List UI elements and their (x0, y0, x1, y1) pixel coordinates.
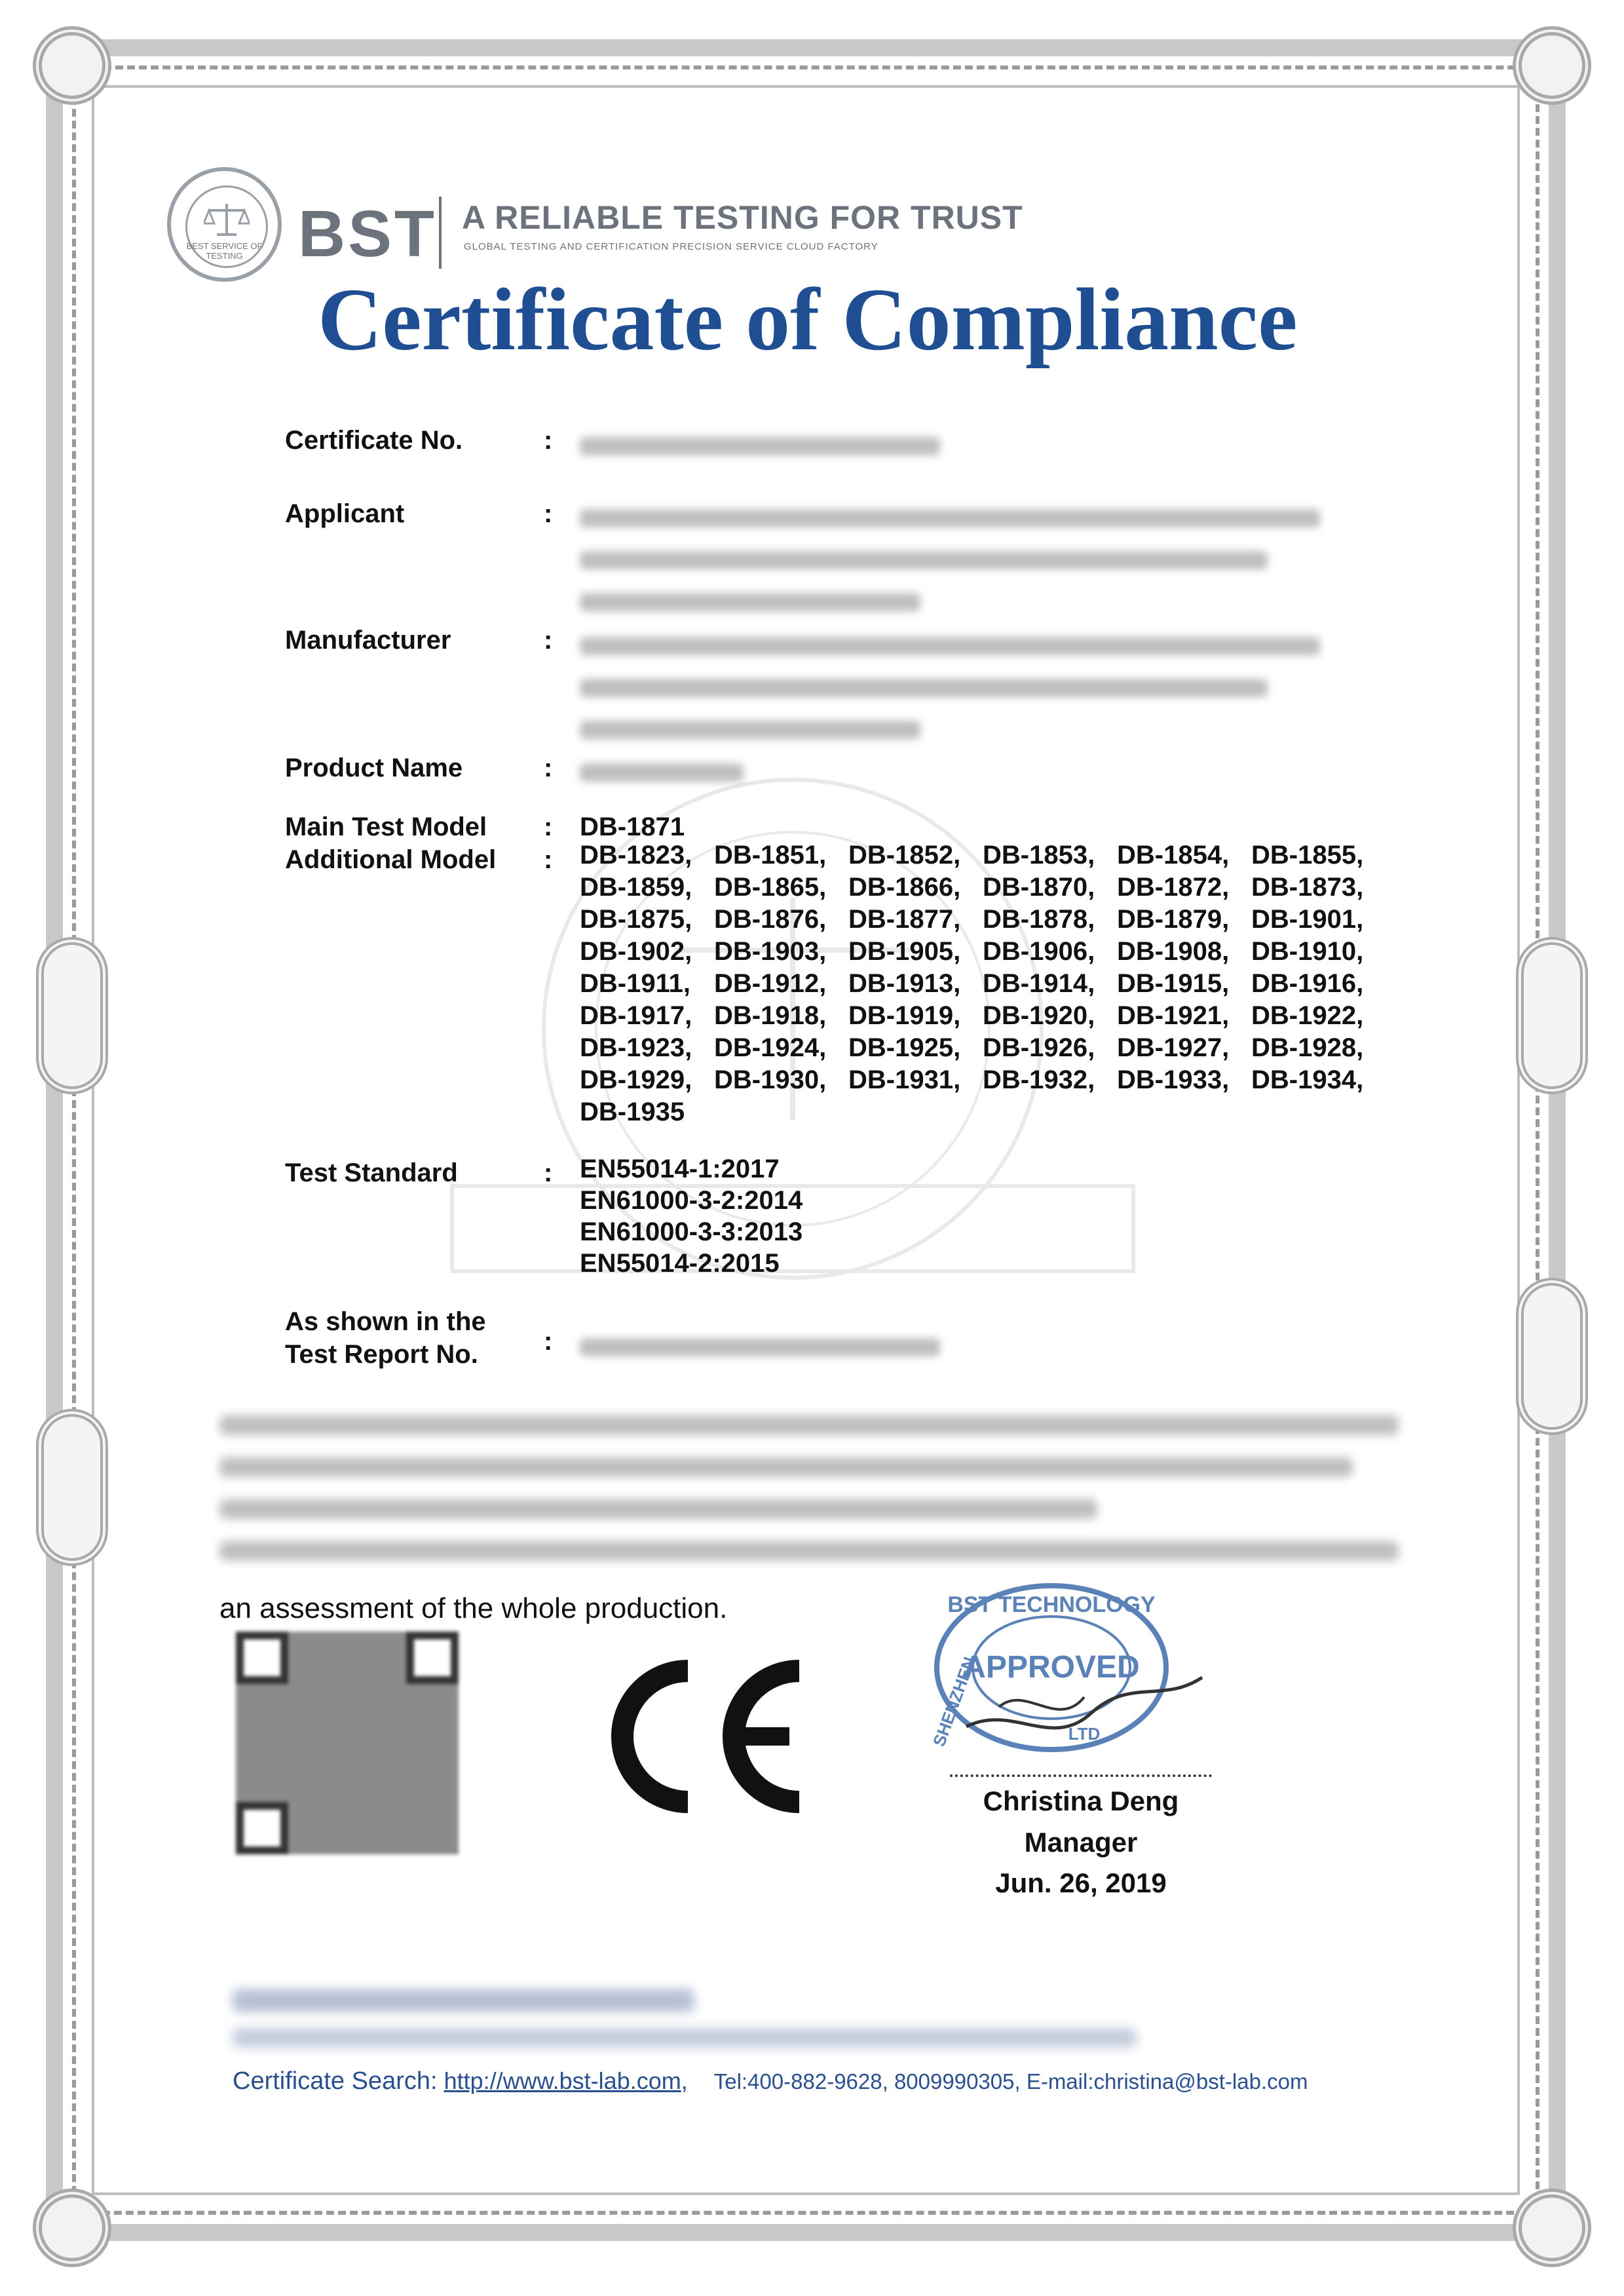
side-ornament-icon (36, 937, 108, 1094)
additional-model-item: DB-1911, (580, 969, 690, 998)
corner-ornament-icon (1513, 2189, 1591, 2267)
additional-model-item: DB-1923, (580, 1033, 692, 1062)
additional-model-item: DB-1903, (714, 937, 827, 966)
additional-model-item: DB-1920, (983, 1001, 1095, 1030)
issuer-address-redacted (233, 2028, 1137, 2048)
test-standard-list (580, 1153, 803, 1279)
colon: : (544, 1327, 553, 1356)
additional-model-item: DB-1859, (580, 873, 692, 902)
test-standard-item: EN55014-2:2015 (580, 1249, 780, 1278)
manufacturer-value-redacted (580, 632, 1320, 746)
corner-ornament-icon (1513, 26, 1591, 105)
stamp-bottom-text: LTD (1068, 1724, 1101, 1744)
manufacturer-label: Manufacturer (285, 626, 451, 655)
additional-model-item: DB-1870, (983, 873, 1095, 902)
additional-model-item: DB-1908, (1117, 937, 1230, 966)
additional-model-item: DB-1901, (1251, 905, 1364, 934)
additional-model-item: DB-1875, (580, 905, 692, 934)
additional-model-item: DB-1853, (983, 841, 1095, 870)
applicant-value-redacted (580, 505, 1320, 618)
additional-model-label: Additional Model (285, 845, 497, 874)
additional-model-item: DB-1865, (714, 873, 827, 902)
additional-model-item: DB-1902, (580, 937, 692, 966)
corner-ornament-icon (33, 26, 111, 105)
additional-model-item: DB-1915, (1117, 969, 1230, 998)
signer-title: Manager (1024, 1827, 1138, 1858)
statement-line-redacted (219, 1415, 1399, 1435)
additional-model-item: DB-1877, (848, 905, 961, 934)
ce-mark-icon (590, 1651, 812, 1822)
bst-seal-logo (167, 167, 282, 282)
seal-text: BEST SERVICE OF TESTING (186, 241, 263, 261)
colon: : (544, 426, 553, 455)
stamp-ring-text: BST TECHNOLOGY (947, 1592, 1156, 1617)
additional-model-item: DB-1905, (848, 937, 961, 966)
additional-model-item: DB-1851, (714, 841, 827, 870)
additional-model-item: DB-1930, (714, 1065, 827, 1094)
statement-line-redacted (219, 1499, 1097, 1519)
colon: : (544, 845, 553, 874)
additional-model-item: DB-1917, (580, 1001, 692, 1030)
stamp-side-text: SHENZHEN (928, 1654, 980, 1750)
colon: : (544, 813, 553, 841)
approved-stamp (920, 1573, 1209, 1763)
additional-model-item: DB-1929, (580, 1065, 692, 1094)
additional-model-item: DB-1912, (714, 969, 827, 998)
issuer-name-redacted (233, 1989, 694, 2012)
additional-model-item: DB-1879, (1117, 905, 1230, 934)
additional-model-list (580, 841, 1386, 1126)
additional-model-item: DB-1852, (848, 841, 961, 870)
scales-icon (204, 201, 250, 240)
additional-model-item: DB-1823, (580, 841, 692, 870)
footer-contact (233, 2067, 1308, 2095)
additional-model-item: DB-1872, (1117, 873, 1230, 902)
website-link[interactable]: http://www.bst-lab.com, (444, 2067, 688, 2094)
additional-model-item: DB-1934, (1251, 1065, 1364, 1094)
test-standard-item: EN61000-3-3:2013 (580, 1217, 803, 1246)
additional-model-item: DB-1910, (1251, 937, 1364, 966)
additional-model-item: DB-1926, (983, 1033, 1095, 1062)
statement-line-redacted (219, 1541, 1399, 1561)
applicant-label: Applicant (285, 499, 405, 528)
additional-model-item: DB-1925, (848, 1033, 961, 1062)
colon: : (544, 754, 553, 782)
product-name-label: Product Name (285, 754, 463, 782)
additional-model-item: DB-1918, (714, 1001, 827, 1030)
signature-line (950, 1774, 1212, 1777)
additional-model-item: DB-1855, (1251, 841, 1364, 870)
colon: : (544, 499, 553, 528)
additional-model-item: DB-1935 (580, 1098, 685, 1126)
additional-model-item: DB-1931, (848, 1065, 961, 1094)
certificate-no-label: Certificate No. (285, 426, 463, 455)
additional-model-item: DB-1928, (1251, 1033, 1364, 1062)
test-standard-item: EN61000-3-2:2014 (580, 1186, 803, 1215)
side-ornament-icon (1516, 1278, 1588, 1435)
qr-code-redacted (236, 1632, 459, 1854)
brand-tagline-sub: GLOBAL TESTING AND CERTIFICATION PRECISION SERVICE CLOUD FACTORY (464, 241, 878, 252)
report-label-line1: As shown in the (285, 1307, 486, 1336)
additional-model-item: DB-1906, (983, 937, 1095, 966)
report-no-value-redacted (580, 1333, 940, 1363)
additional-model-item: DB-1919, (848, 1001, 961, 1030)
additional-model-item: DB-1854, (1117, 841, 1230, 870)
additional-model-item: DB-1933, (1117, 1065, 1230, 1094)
product-name-value-redacted (580, 759, 744, 788)
main-test-model-value: DB-1871 (580, 813, 685, 841)
statement-tail: an assessment of the whole production. (219, 1592, 728, 1624)
test-standard-label: Test Standard (285, 1158, 458, 1187)
report-label-line2: Test Report No. (285, 1340, 478, 1369)
signature-stroke (966, 1677, 1202, 1728)
additional-model-item: DB-1924, (714, 1033, 827, 1062)
additional-model-item: DB-1922, (1251, 1001, 1364, 1030)
signer-name: Christina Deng (983, 1786, 1179, 1816)
statement-line-redacted (219, 1457, 1353, 1477)
brand-tagline: A RELIABLE TESTING FOR TRUST (462, 199, 1023, 236)
contact-info: Tel:400-882-9628, 8009990305, E-mail:christina@bst-lab.com (713, 2069, 1308, 2094)
brand-name: BST (298, 197, 437, 271)
side-ornament-icon (1516, 937, 1588, 1094)
certificate-search-label: Certificate Search: (233, 2067, 438, 2095)
stamp-center-text: APPROVED (963, 1650, 1140, 1685)
issue-date: Jun. 26, 2019 (995, 1867, 1167, 1898)
main-test-model-label: Main Test Model (285, 813, 487, 841)
additional-model-item: DB-1921, (1117, 1001, 1230, 1030)
additional-model-item: DB-1914, (983, 969, 1095, 998)
additional-model-item: DB-1866, (848, 873, 961, 902)
corner-ornament-icon (33, 2189, 111, 2267)
additional-model-item: DB-1913, (848, 969, 961, 998)
colon: : (544, 1158, 553, 1187)
additional-model-item: DB-1876, (714, 905, 827, 934)
test-standard-item: EN55014-1:2017 (580, 1155, 780, 1183)
page-title: Certificate of Compliance (318, 271, 1298, 369)
side-ornament-icon (36, 1409, 108, 1566)
brand-divider (439, 197, 442, 269)
additional-model-item: DB-1873, (1251, 873, 1364, 902)
additional-model-item: DB-1927, (1117, 1033, 1230, 1062)
colon: : (544, 626, 553, 655)
additional-model-item: DB-1916, (1251, 969, 1364, 998)
certificate-no-value-redacted (580, 432, 940, 462)
additional-model-item: DB-1932, (983, 1065, 1095, 1094)
additional-model-item: DB-1878, (983, 905, 1095, 934)
